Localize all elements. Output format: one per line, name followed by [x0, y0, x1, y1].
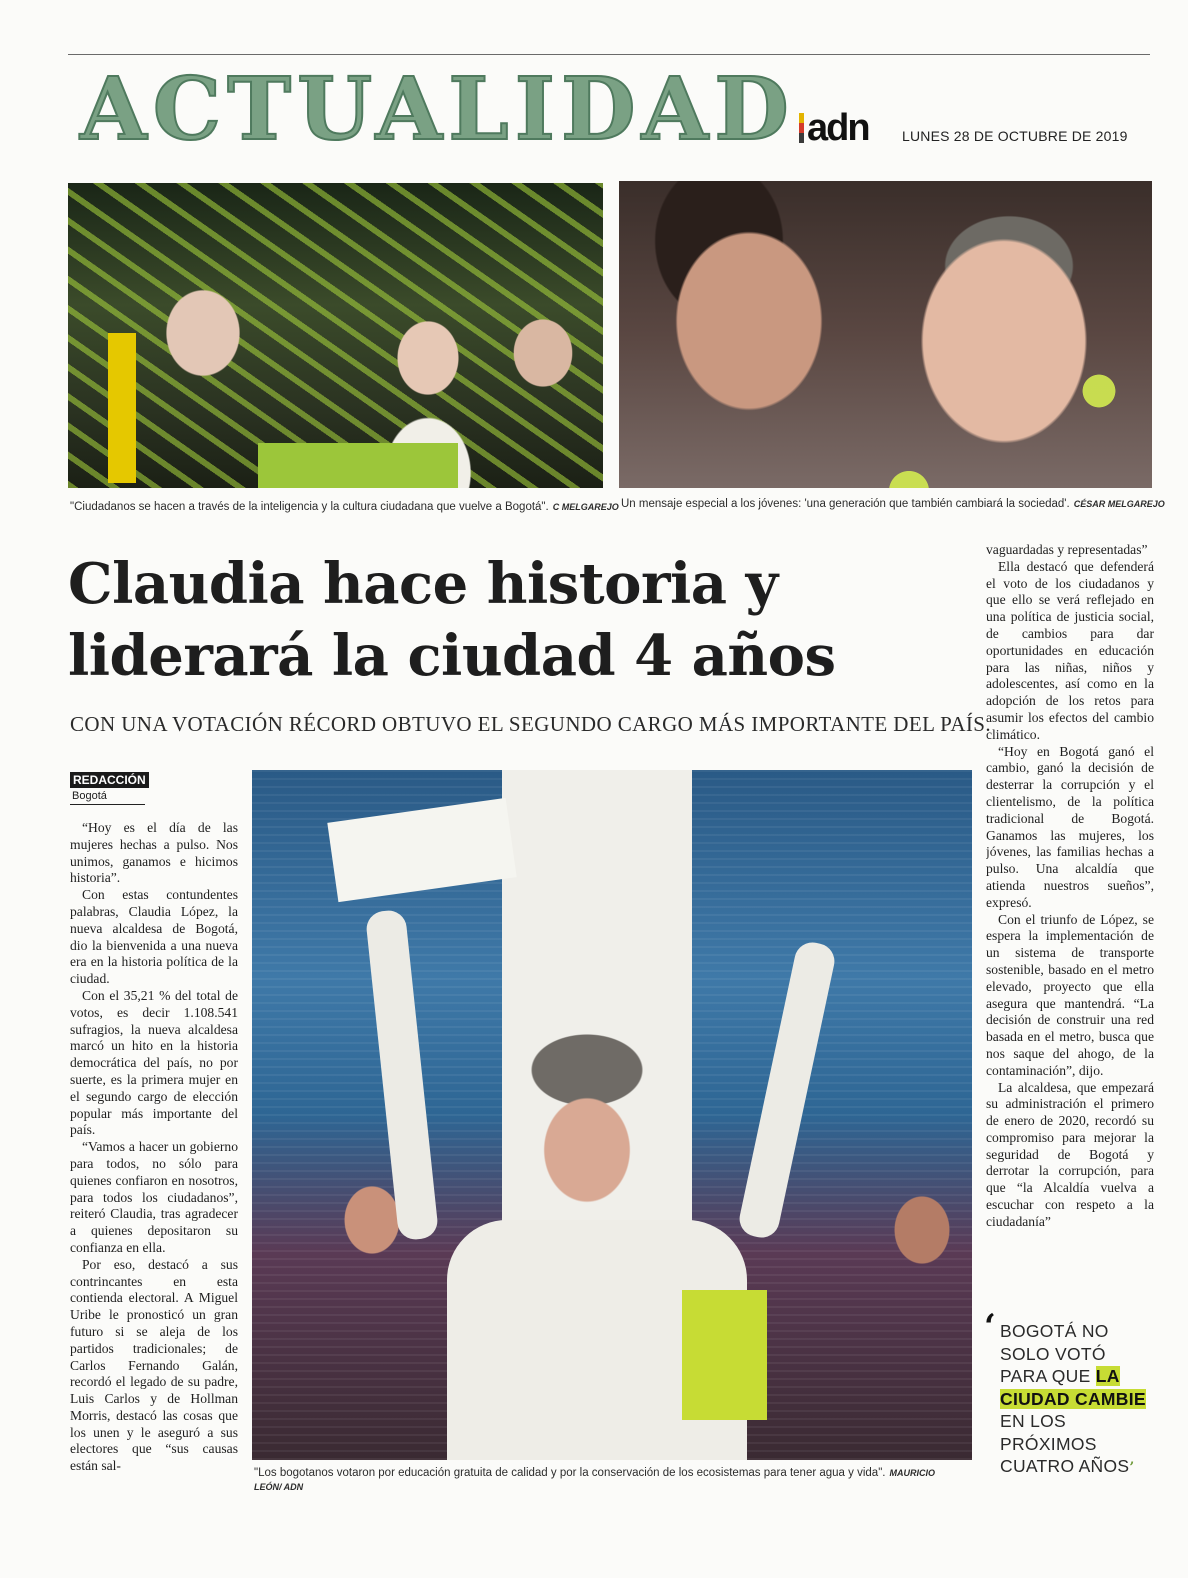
- paragraph: Con el 35,21 % del total de votos, es decir 1.108.541 sufragios, la nueva alcaldesa marcó un hito en la historia democrática del país, no por suerte, es la primera mujer en el segundo cargo de elección popular más importante del país.: [70, 987, 238, 1138]
- logo-dots-icon: [799, 113, 804, 143]
- section-title: ACTUALIDAD: [80, 59, 795, 160]
- paragraph-continued: vaguardadas y representadas”: [986, 542, 1148, 557]
- caption-top-right: [621, 497, 1165, 511]
- headline: Claudia hace historia y liderará la ciudad 4 años: [68, 551, 836, 689]
- deck: CON UNA VOTACIÓN RÉCORD OBTUVO EL SEGUNDO CARGO MÁS IMPORTANTE DEL PAÍS.: [70, 712, 992, 736]
- pull-quote-text: BOGOTÁ NO SOLO VOTÓ PARA QUE: [1000, 1321, 1109, 1386]
- photo-flag: [108, 333, 136, 483]
- pull-quote-highlight: LA CIUDAD CAMBIE: [1000, 1366, 1146, 1409]
- photo-credit: CÉSAR MELGAREJO: [1073, 499, 1165, 509]
- paragraph: “Hoy en Bogotá ganó el cambio, ganó la decisión de desterrar la corrupción y el clientelismo, de la política tradicional de Bogotá. Ganamos las mujeres, los jóvenes, las familias hechas a pulso. Una alcaldía que atienda nuestros sueños”, expresó.: [986, 743, 1154, 910]
- paragraph: La alcaldesa, que empezará su administración el primero de enero de 2020, recordó su compromiso para mejorar la seguridad de Bogotá y derrotar la corrupción, para que “la Alcaldía vuelva a escuchar con respeto a la ciudadanía”: [986, 1079, 1154, 1229]
- open-quote-icon: ‘: [984, 1307, 997, 1347]
- pull-quote: [984, 1307, 1150, 1480]
- photo-arm-left: [365, 909, 439, 1241]
- close-quote-icon: ’: [1129, 1460, 1135, 1476]
- paragraph: Por eso, destacó a sus contrincantes en esta contienda electoral. A Miguel Uribe le pronosticó un gran futuro si se aleja de los partidos tradicionales; de Carlos Fernando Galán, recordó el legado de su padre, Luis Carlos y de Hollman Morris, destacó las cosas que los unen y le aseguró a sus electores que “sus causas están sal-: [70, 1256, 238, 1474]
- caption-text: "Ciudadanos se hacen a través de la inteligencia y la cultura ciudadana que vuelve a Bogotá".: [70, 501, 549, 513]
- photo-paper: [327, 798, 516, 902]
- caption-text: Un mensaje especial a los jóvenes: 'una generación que también cambiará la sociedad'.: [621, 498, 1070, 510]
- photo-closeup-speech: [619, 181, 1152, 488]
- caption-text: "Los bogotanos votaron por educación gratuita de calidad y por la conservación de los ecosistemas para tener agua y vida".: [254, 1467, 886, 1479]
- paragraph: “Hoy es el día de las mujeres hechas a pulso. Nos unimos, ganamos e hicimos historia”.: [70, 820, 238, 886]
- paragraph: “Vamos a hacer un gobierno para todos, no sólo para quienes confiaron en nosotros, para todos los ciudadanos”, reiteró Claudia, tras agradecer a quienes depositaron su confianza en ella.: [70, 1139, 238, 1255]
- paragraph: Con el triunfo de López, se espera la implementación de un sistema de transporte sostenible, basado en el metro elevado, proyecto que ella asegura que mantendrá. “La decisión de construir una red basada en el metro, busca que nos saque del ahogo, de la contaminación”, dijo.: [986, 911, 1154, 1078]
- photo-sign: [682, 1290, 767, 1420]
- article-column-1: [70, 820, 238, 1480]
- byline-author: REDACCIÓN: [70, 772, 149, 788]
- paragraph: Con estas contundentes palabras, Claudia López, la nueva alcaldesa de Bogotá, dio la bienvenida a una nueva era en la historia política de la ciudad.: [70, 887, 238, 987]
- photo-banner: [258, 443, 458, 488]
- photo-credit: C MELGAREJO: [552, 502, 619, 512]
- caption-top-left: [70, 500, 619, 514]
- paragraph: Ella destacó que defenderá el voto de los ciudadanos y que ello se verá reflejado en una política de justicia social, de cambios para dar oportunidades en educación para las niñas, niños y adolescentes, así como en la adopción de los retos para asumir los efectos del cambio climático.: [986, 558, 1154, 742]
- photo-arm-right: [736, 939, 837, 1241]
- photo-credit: MAURICIO LEÓN/ ADN: [254, 1468, 935, 1492]
- byline: [70, 771, 145, 805]
- byline-location: Bogotá: [70, 789, 145, 805]
- photo-main-victory: [252, 770, 972, 1460]
- brand-logo: [807, 108, 869, 148]
- photo-celebration-stage: [68, 183, 603, 488]
- brand-name: adn: [807, 107, 869, 149]
- top-rule: [68, 54, 1150, 55]
- issue-date: LUNES 28 DE OCTUBRE DE 2019: [902, 128, 1128, 144]
- caption-main: [254, 1466, 954, 1494]
- pull-quote-text-end: EN LOS PRÓXIMOS CUATRO AÑOS: [1000, 1411, 1130, 1476]
